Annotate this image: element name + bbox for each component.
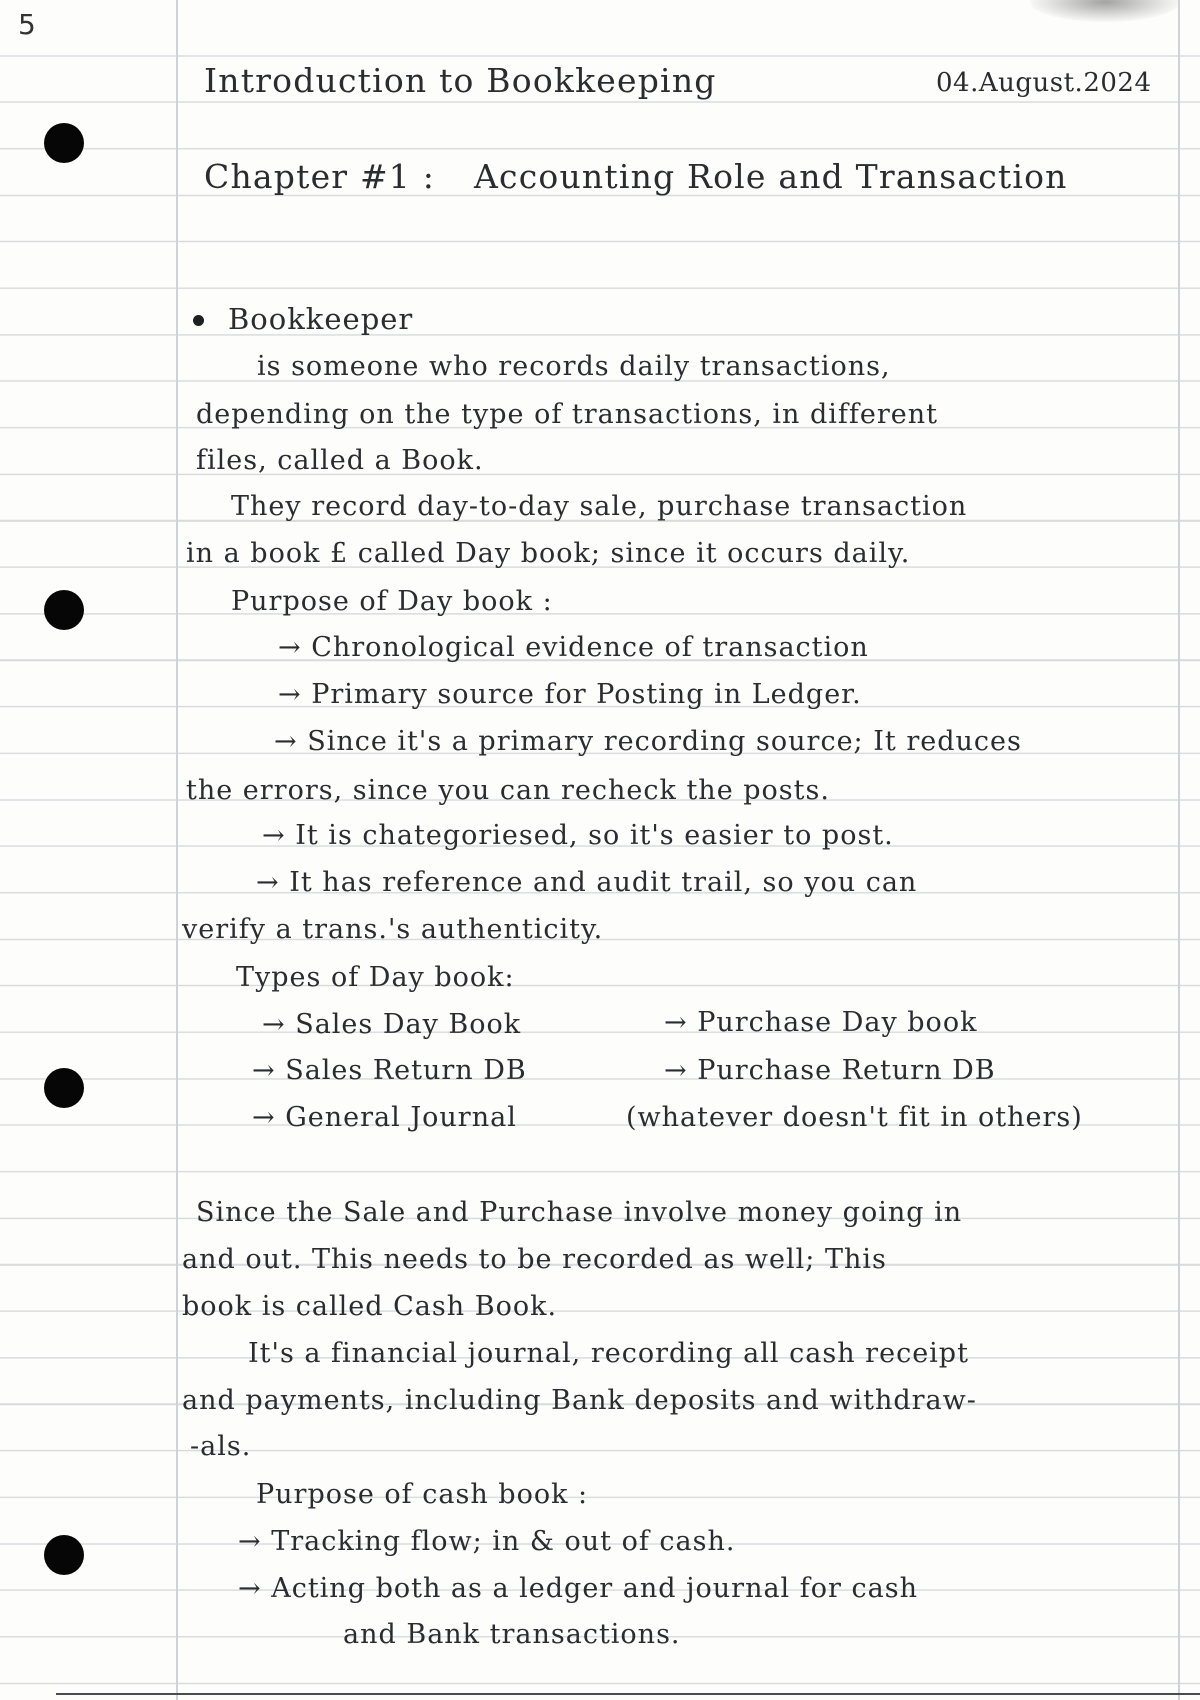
paragraph-line: book is called Cash Book.	[182, 1291, 558, 1322]
page-number: 5	[18, 8, 37, 41]
paragraph-line: depending on the type of transactions, in different	[196, 399, 938, 430]
list-item: → It has reference and audit trail, so you can	[256, 867, 918, 898]
list-item: → Since it's a primary recording source; It reduces	[274, 726, 1022, 757]
list-item: verify a trans.'s authenticity.	[182, 914, 604, 945]
page-date: 04.August.2024	[936, 68, 1152, 98]
list-item: the errors, since you can recheck the posts.	[186, 775, 830, 806]
paragraph-line: files, called a Book.	[196, 445, 484, 476]
paragraph-line: and payments, including Bank deposits and withdraw-	[182, 1385, 977, 1416]
chapter-label: Chapter #1 :	[204, 157, 436, 196]
bottom-rule	[56, 1693, 1200, 1695]
section-bullet	[193, 315, 204, 326]
list-item: → Purchase Day book	[664, 1007, 978, 1038]
paragraph-line: and out. This needs to be recorded as well; This	[182, 1244, 887, 1275]
paragraph-line: They record day-to-day sale, purchase transaction	[231, 491, 968, 522]
paragraph-line: in a book £ called Day book; since it occurs daily.	[186, 538, 911, 569]
paragraph-line: It's a financial journal, recording all cash receipt	[248, 1338, 969, 1369]
paragraph-line: is someone who records daily transactions,	[257, 351, 891, 382]
list-item: → Purchase Return DB	[664, 1055, 996, 1086]
paragraph-line: -als.	[190, 1431, 252, 1462]
list-item: (whatever doesn't fit in others)	[626, 1102, 1083, 1133]
day-book-purpose-heading: Purpose of Day book :	[231, 586, 553, 617]
paragraph-line: Since the Sale and Purchase involve money going in	[196, 1197, 963, 1228]
list-item: → General Journal	[252, 1102, 517, 1133]
page-title: Introduction to Bookkeeping	[204, 61, 717, 100]
list-item: → It is chategoriesed, so it's easier to post.	[262, 820, 894, 851]
section-heading: Bookkeeper	[228, 302, 414, 336]
list-item: → Primary source for Posting in Ledger.	[278, 679, 862, 710]
cash-book-purpose-heading: Purpose of cash book :	[256, 1479, 589, 1510]
list-item: and Bank transactions.	[343, 1619, 681, 1650]
list-item: → Acting both as a ledger and journal for cash	[238, 1573, 918, 1604]
list-item: → Tracking flow; in & out of cash.	[238, 1526, 736, 1557]
corner-smudge	[1030, 0, 1180, 22]
margin-line	[176, 0, 178, 1700]
punch-hole	[44, 1068, 84, 1108]
right-margin-line	[1178, 0, 1180, 1700]
list-item: → Sales Day Book	[262, 1009, 522, 1040]
day-book-types-heading: Types of Day book:	[236, 962, 515, 993]
punch-hole	[44, 590, 84, 630]
punch-hole	[44, 1535, 84, 1575]
chapter-title: Accounting Role and Transaction	[474, 157, 1068, 196]
punch-hole	[44, 123, 84, 163]
list-item: → Chronological evidence of transaction	[278, 632, 869, 663]
list-item: → Sales Return DB	[252, 1055, 527, 1086]
